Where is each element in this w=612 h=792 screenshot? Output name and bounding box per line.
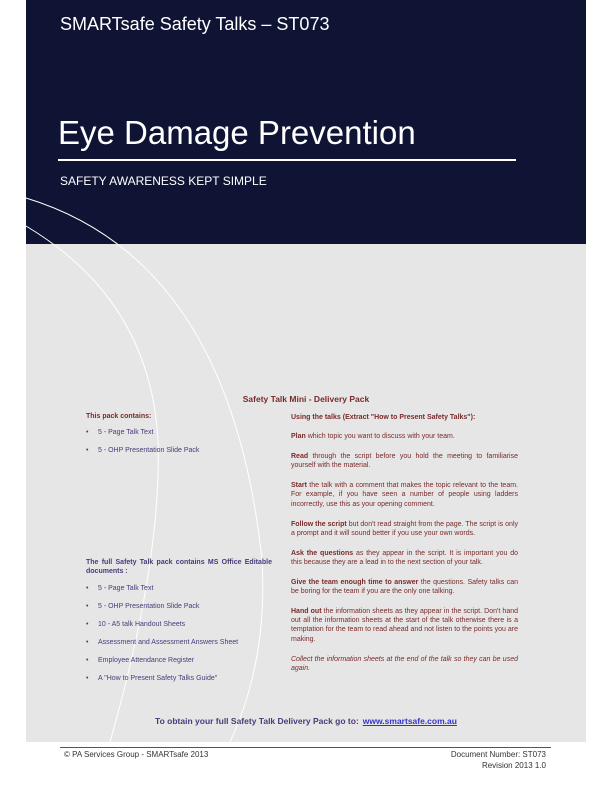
pack-contains-list	[86, 429, 272, 454]
page-title: Eye Damage Prevention	[58, 114, 416, 151]
pack-contents-column	[86, 413, 272, 693]
list-item: • Assessment and Assessment Answers Sheet	[86, 639, 272, 646]
full-pack-heading: The full Safety Talk pack contains MS Office Editable documents :	[86, 559, 272, 576]
series-title: SMARTsafe Safety Talks – ST073	[60, 14, 330, 34]
website-link[interactable]: www.smartsafe.com.au	[362, 716, 457, 726]
tagline: SAFETY AWARENESS KEPT SIMPLE	[60, 174, 267, 188]
list-item: • 5 - OHP Presentation Slide Pack	[86, 603, 272, 610]
list-item: • 5 - Page Talk Text	[86, 585, 272, 592]
usage-step: Plan which topic you want to discuss with your team.	[291, 433, 455, 441]
list-item: • 5 - Page Talk Text	[86, 429, 272, 436]
usage-column	[291, 413, 518, 684]
pack-contains-heading: This pack contains:	[86, 413, 152, 420]
list-item: • 10 - A5 talk Handout Sheets	[86, 621, 272, 628]
footer-divider	[60, 747, 551, 748]
cta-text: To obtain your full Safety Talk Delivery Pack go to:	[155, 716, 359, 726]
usage-step: Follow the script but don't read straight from the page. The script is only a prompt and it will sound better if you use your own words.	[291, 520, 518, 537]
pack-title: Safety Talk Mini - Delivery Pack	[242, 394, 370, 404]
list-item: • A "How to Present Safety Talks Guide"	[86, 675, 272, 682]
usage-step: Ask the questions as they appear in the script. It is important you do this because they are a lead in to the next section of your talk.	[291, 549, 519, 566]
full-pack-list	[86, 585, 272, 682]
usage-closing: Collect the information sheets at the end of the talk so they can be used again.	[291, 655, 518, 672]
usage-heading: Using the talks (Extract "How to Present Safety Talks"):	[291, 414, 476, 421]
usage-step: Give the team enough time to answer the questions. Safety talks can be boring for the team if you are the only one talking.	[291, 579, 518, 596]
usage-step: Hand out the information sheets as they appear in the script. Don't hand out all the information sheets at the start of the talk otherwise there is a temptation for the team to read ahead and not listen to the points you are making.	[291, 608, 519, 643]
usage-step: Read through the script before you hold the meeting to familiarise yourself with the material.	[291, 453, 518, 470]
list-item: • 5 - OHP Presentation Slide Pack	[86, 447, 272, 454]
list-item: • Employee Attendance Register	[86, 657, 272, 664]
footer-document-info	[451, 750, 546, 772]
footer-copyright: © PA Services Group - SMARTsafe 2013	[64, 750, 209, 759]
title-divider	[58, 159, 516, 161]
revision: Revision 2013 1.0	[481, 760, 546, 770]
call-to-action	[26, 716, 586, 726]
usage-step: Start the talk with a comment that makes the topic relevant to the team. For example, if you have seen a number of people using ladders incorrectly, use this as your opening comment.	[291, 482, 518, 508]
document-number: Document Number: ST073	[450, 750, 546, 759]
